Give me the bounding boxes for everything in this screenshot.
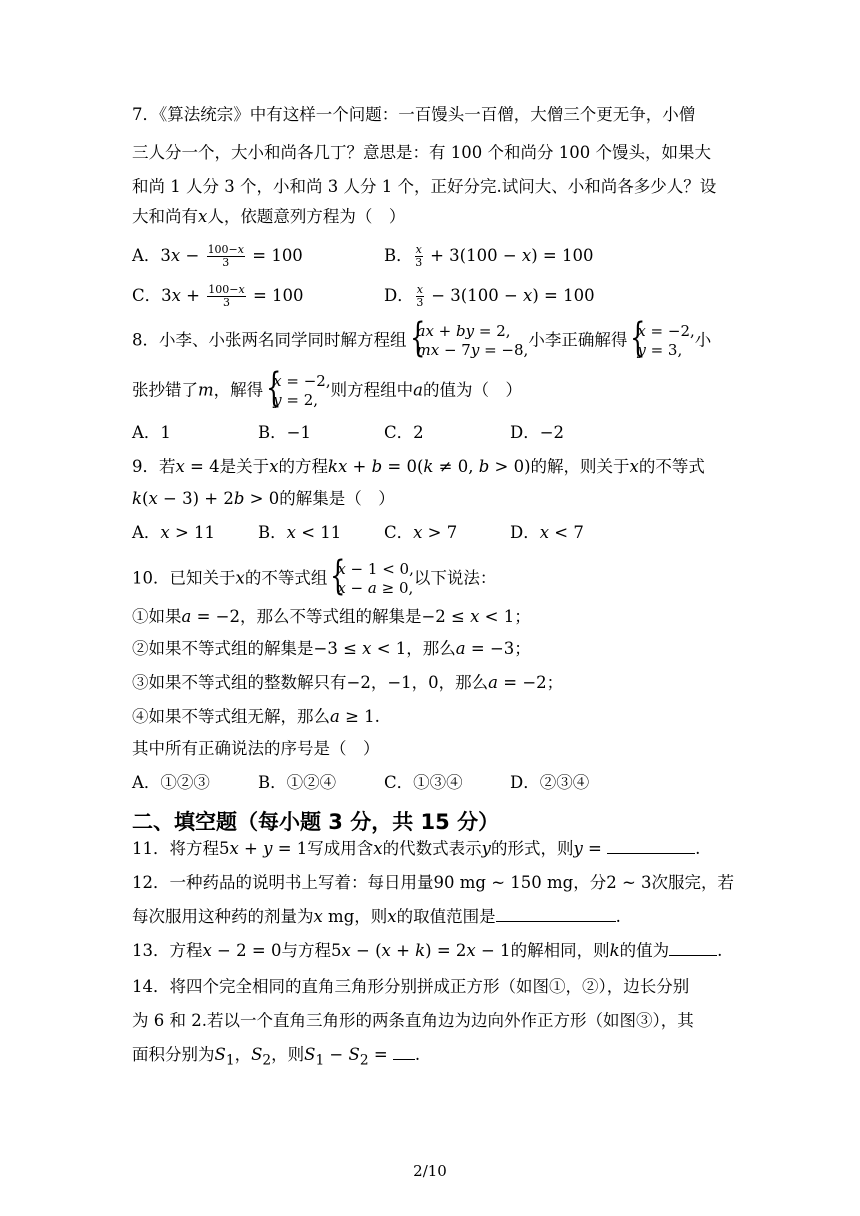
q9-line1: 9．若x = 4是关于x的方程kx + b = 0(k ≠ 0, b > 0)的解，则关于x的不等式: [132, 457, 705, 476]
q12-line2: 每次服用这种药的剂量为x mg，则x的取值范围是 .: [132, 907, 621, 926]
q10-text: 10．已知关于: [132, 568, 236, 588]
answer-blank[interactable]: [393, 1045, 415, 1060]
q7-option-b[interactable]: B． $\frac{x}{3}$ + 3(100 − x) = 100: [384, 243, 594, 269]
q8-text: 小李正确解得: [528, 330, 628, 350]
q8-option-a[interactable]: A．1: [132, 423, 171, 442]
q10-statement-1: ①如果a = −2，那么不等式组的解集是−2 ≤ x < 1；: [132, 607, 531, 626]
answer-blank[interactable]: [496, 907, 616, 922]
q7-line1: 7．《算法统宗》中有这样一个问题：一百馒头一百僧，大僧三个更无争，小僧: [132, 105, 696, 124]
q10-text: 以下说法：: [413, 568, 497, 588]
q8-text: 小: [694, 330, 712, 350]
inequality-system: { x − 1 < 0, x − a ≥ 0,: [327, 560, 414, 598]
q10-option-b[interactable]: B．①②④: [258, 773, 337, 792]
q10-option-d[interactable]: D．②③④: [510, 773, 590, 792]
q9-text: 的不等式: [638, 457, 705, 476]
q10-statement-4: ④如果不等式组无解，那么a ≥ 1.: [132, 707, 380, 726]
q14-line1: 14．将四个完全相同的直角三角形分别拼成正方形（如图①，②），边长分别: [132, 977, 690, 996]
option-label: C．: [132, 286, 162, 305]
section-heading: 二、填空题（每小题 3 分，共 15 分）: [132, 810, 500, 834]
q7-line4: 大和尚有x人，依题意列方程为（ ）: [132, 207, 406, 226]
q10-option-c[interactable]: C．①③④: [384, 773, 463, 792]
q9-option-c[interactable]: C．x > 7: [384, 523, 458, 542]
q8-option-d[interactable]: D．−2: [510, 423, 565, 442]
q9-text: 的解集是（ ）: [279, 489, 395, 508]
answer-blank[interactable]: [669, 941, 717, 956]
q13-line: 13．方程x − 2 = 0与方程5x − (x + k) = 2x − 1的解相同，则k的值为 .: [132, 941, 723, 960]
wrong-solution-system: { x = −2, y = 2,: [263, 372, 330, 410]
q9-option-a[interactable]: A．x > 11: [132, 523, 216, 542]
q11-line: 11．将方程5x + y = 1写成用含x的代数式表示y的形式，则y = .: [132, 839, 701, 858]
q9-option-d[interactable]: D．x < 7: [510, 523, 584, 542]
q7-text: 大和尚有: [132, 207, 198, 226]
q8-option-c[interactable]: C．2: [384, 423, 424, 442]
answer-blank[interactable]: [607, 839, 695, 854]
q8-text: 张抄错了: [132, 380, 198, 400]
q8-option-b[interactable]: B．−1: [258, 423, 311, 442]
q9-text: 的方程: [278, 457, 328, 476]
q7-line2: 三人分一个，大小和尚各几丁？意思是：有 100 个和尚分 100 个馒头，如果大: [132, 143, 711, 162]
q9-text: 9．若: [132, 457, 176, 476]
q10-option-a[interactable]: A．①②③: [132, 773, 210, 792]
q8-text: 的值为（ ）: [422, 380, 522, 400]
q14-line2: 为 6 和 2.若以一个直角三角形的两条直角边为边向外作正方形（如图③），其: [132, 1011, 694, 1030]
option-label: D．: [384, 286, 414, 305]
q8-line1: [132, 322, 711, 360]
q7-option-a[interactable]: A．3x − $\frac{100-x}{3}$ = 100: [132, 243, 303, 269]
option-label: B．: [384, 246, 413, 265]
q10-statement-3: ③如果不等式组的整数解只有−2，−1，0，那么a = −2；: [132, 673, 564, 692]
equation-system: { ax + by = 2, mx − 7y = −8,: [407, 322, 529, 360]
q14-line3: 面积分别为$S_1$，$S_2$，则$S_1 - S_2$ = .: [132, 1045, 421, 1069]
q9-text: 的解，则关于: [530, 457, 630, 476]
q8-line2: 张抄错了m，解得{ x = −2, y = 2,则方程组中a的值为（ ）: [132, 372, 522, 410]
q8-text: 则方程组中: [330, 380, 414, 400]
q7-text: 人，依题意列方程为（ ）: [207, 207, 406, 226]
q10-text: 的不等式组: [244, 568, 328, 588]
q7-option-c[interactable]: C．3x + $\frac{100-x}{3}$ = 100: [132, 283, 304, 309]
q12-line1: 12．一种药品的说明书上写着：每日用量90 mg ~ 150 mg，分2 ~ 3次服完，若: [132, 873, 735, 892]
option-label: A．: [132, 246, 161, 265]
q7-line3: 和尚 1 人分 3 个，小和尚 3 人分 1 个，正好分完.试问大、小和尚各多少人？设: [132, 177, 717, 196]
q8-text: ，解得: [213, 380, 264, 400]
q9-text: 是关于: [219, 457, 270, 476]
q10-line1: 10．已知关于x的不等式组{ x − 1 < 0, x − a ≥ 0,以下说法：: [132, 560, 496, 598]
q8-text: 8．小李、小张两名同学同时解方程组: [132, 330, 407, 350]
page-number: 2/10: [413, 1162, 447, 1180]
q10-statement-2: ②如果不等式组的解集是−3 ≤ x < 1，那么a = −3；: [132, 639, 531, 658]
q9-option-b[interactable]: B．x < 11: [258, 523, 342, 542]
q7-option-d[interactable]: D． $\frac{x}{3}$ − 3(100 − x) = 100: [384, 283, 595, 309]
q9-line2: k(x − 3) + 2b > 0的解集是（ ）: [132, 489, 395, 508]
q10-ask: 其中所有正确说法的序号是（ ）: [132, 739, 380, 758]
solution-system: { x = −2, y = 3,: [627, 322, 694, 360]
